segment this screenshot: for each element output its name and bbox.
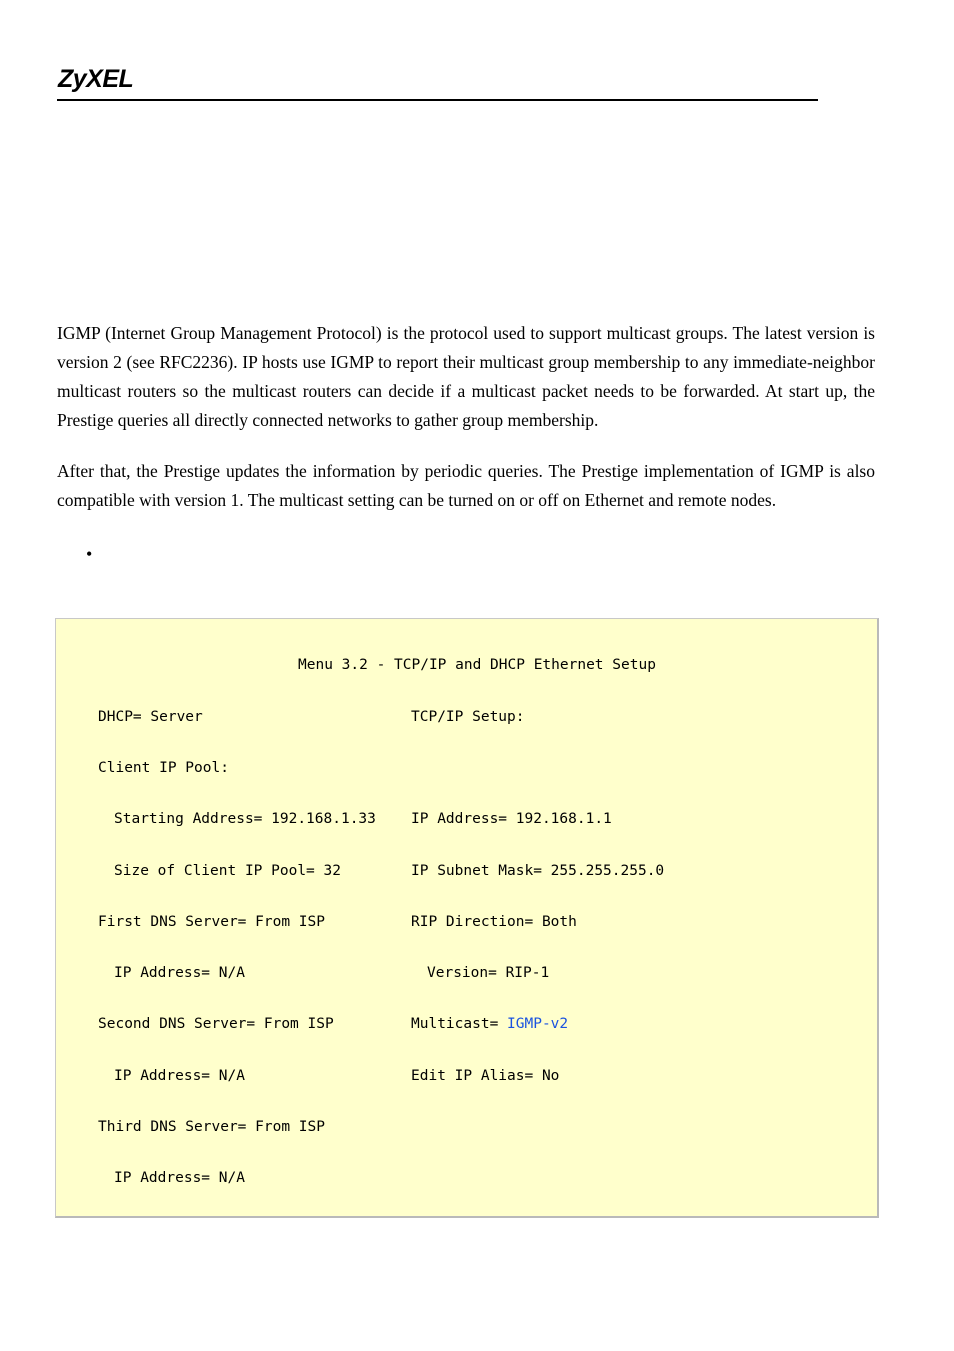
menu-title: Menu 3.2 - TCP/IP and DHCP Ethernet Setup xyxy=(298,657,656,673)
pool-size-field: Size of Client IP Pool= 32 xyxy=(114,863,341,879)
zyxel-logo: ZyXEL xyxy=(58,65,134,93)
first-dns-field: First DNS Server= From ISP xyxy=(98,914,325,930)
edit-ip-alias-field: Edit IP Alias= No xyxy=(411,1068,560,1084)
first-dns-ip-field: IP Address= N/A xyxy=(114,965,245,981)
dhcp-field: DHCP= Server xyxy=(98,709,203,725)
tcpip-setup-heading: TCP/IP Setup: xyxy=(411,709,525,725)
client-ip-pool-heading: Client IP Pool: xyxy=(98,760,229,776)
multicast-value: IGMP-v2 xyxy=(507,1016,569,1032)
third-dns-field: Third DNS Server= From ISP xyxy=(98,1119,325,1135)
second-dns-ip-field: IP Address= N/A xyxy=(114,1068,245,1084)
bullet-point: • xyxy=(86,544,93,564)
rip-direction-field: RIP Direction= Both xyxy=(411,914,577,930)
menu-3-2-screen xyxy=(55,618,879,1218)
starting-address-field: Starting Address= 192.168.1.33 xyxy=(114,811,376,827)
subnet-mask-field: IP Subnet Mask= 255.255.255.0 xyxy=(411,863,665,879)
igmp-update-paragraph: After that, the Prestige updates the information by periodic queries. The Prestige implementation of IGMP is also compatible with version 1. The multicast setting can be turned on or off on Ethernet and remote nodes. xyxy=(57,461,875,510)
multicast-label: Multicast= xyxy=(411,1016,508,1032)
multicast-field xyxy=(411,1014,568,1034)
second-dns-field: Second DNS Server= From ISP xyxy=(98,1016,334,1032)
header-rule xyxy=(57,99,818,101)
igmp-intro-paragraph: IGMP (Internet Group Management Protocol) is the protocol used to support multicast groups. The latest version is version 2 (see RFC2236). IP hosts use IGMP to report their multicast group membership to any immediate-neighbor multicast routers so the multicast routers can decide if a multicast packet needs to be forwarded. At start up, the Prestige queries all directly connected networks to gather group membership. xyxy=(57,323,875,430)
third-dns-ip-field: IP Address= N/A xyxy=(114,1170,245,1186)
rip-version-field: Version= RIP-1 xyxy=(427,965,550,981)
ip-address-field: IP Address= 192.168.1.1 xyxy=(411,811,612,827)
